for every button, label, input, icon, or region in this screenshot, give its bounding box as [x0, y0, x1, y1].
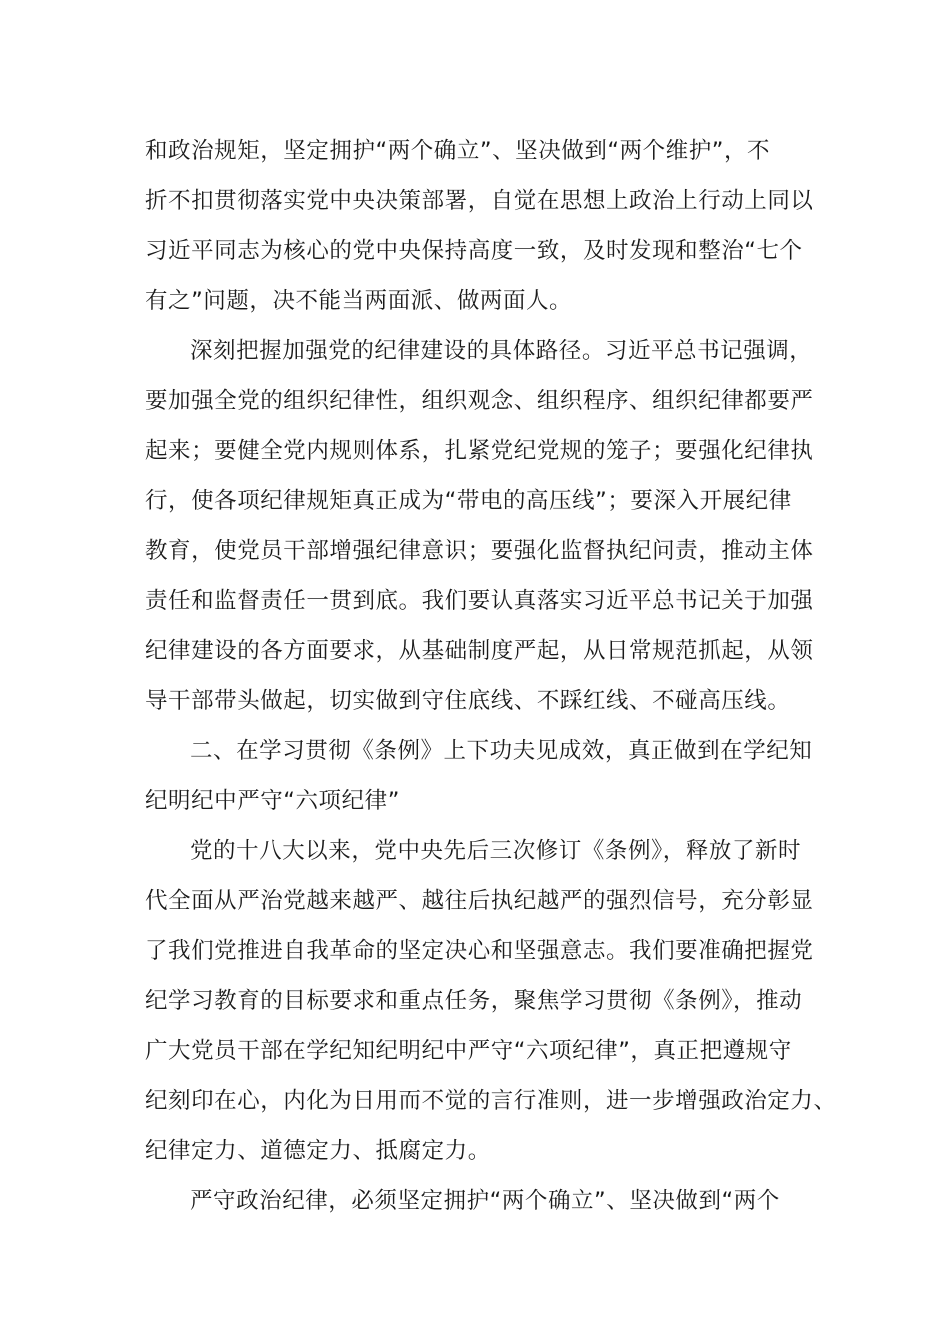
section-heading-line: 纪明纪中严守“六项纪律”	[145, 788, 400, 814]
text-line: 深刻把握加强党的纪律建设的具体路径。习近平总书记强调，	[190, 338, 813, 364]
text-line: 要加强全党的组织纪律性，组织观念、组织程序、组织纪律都要严	[145, 388, 814, 414]
text-line: 习近平同志为核心的党中央保持高度一致，及时发现和整治“七个	[145, 238, 803, 264]
text-line: 导干部带头做起，切实做到守住底线、不踩红线、不碰高压线。	[145, 688, 791, 714]
text-line: 责任和监督责任一贯到底。我们要认真落实习近平总书记关于加强	[145, 588, 814, 614]
text-line: 教育，使党员干部增强纪律意识；要强化监督执纪问责，推动主体	[145, 538, 814, 564]
text-line: 有之”问题，决不能当两面派、做两面人。	[145, 288, 573, 314]
text-line: 广大党员干部在学纪知纪明纪中严守“六项纪律”，真正把遵规守	[145, 1038, 792, 1064]
text-line: 行，使各项纪律规矩真正成为“带电的高压线”；要深入开展纪律	[145, 488, 792, 514]
text-line: 代全面从严治党越来越严、越往后执纪越严的强烈信号，充分彰显	[145, 888, 814, 914]
text-line: 起来；要健全党内规则体系，扎紧党纪党规的笼子；要强化纪律执	[145, 438, 814, 464]
text-line: 和政治规矩，坚定拥护“两个确立”、坚决做到“两个维护”，不	[145, 138, 771, 164]
text-line: 纪刻印在心，内化为日用而不觉的言行准则，进一步增强政治定力、	[145, 1088, 837, 1114]
text-line: 折不扣贯彻落实党中央决策部署，自觉在思想上政治上行动上同以	[145, 188, 814, 214]
text-line: 严守政治纪律，必须坚定拥护“两个确立”、坚决做到“两个	[190, 1188, 780, 1214]
text-line: 党的十八大以来，党中央先后三次修订《条例》，释放了新时	[190, 838, 802, 864]
text-line: 纪学习教育的目标要求和重点任务，聚焦学习贯彻《条例》，推动	[145, 988, 803, 1014]
text-line: 纪律建设的各方面要求，从基础制度严起，从日常规范抓起，从领	[145, 638, 814, 664]
text-line: 了我们党推进自我革命的坚定决心和坚强意志。我们要准确把握党	[145, 938, 814, 964]
text-line: 纪律定力、道德定力、抵腐定力。	[145, 1138, 491, 1164]
section-heading-line: 二、在学习贯彻《条例》上下功夫见成效，真正做到在学纪知	[190, 738, 813, 764]
